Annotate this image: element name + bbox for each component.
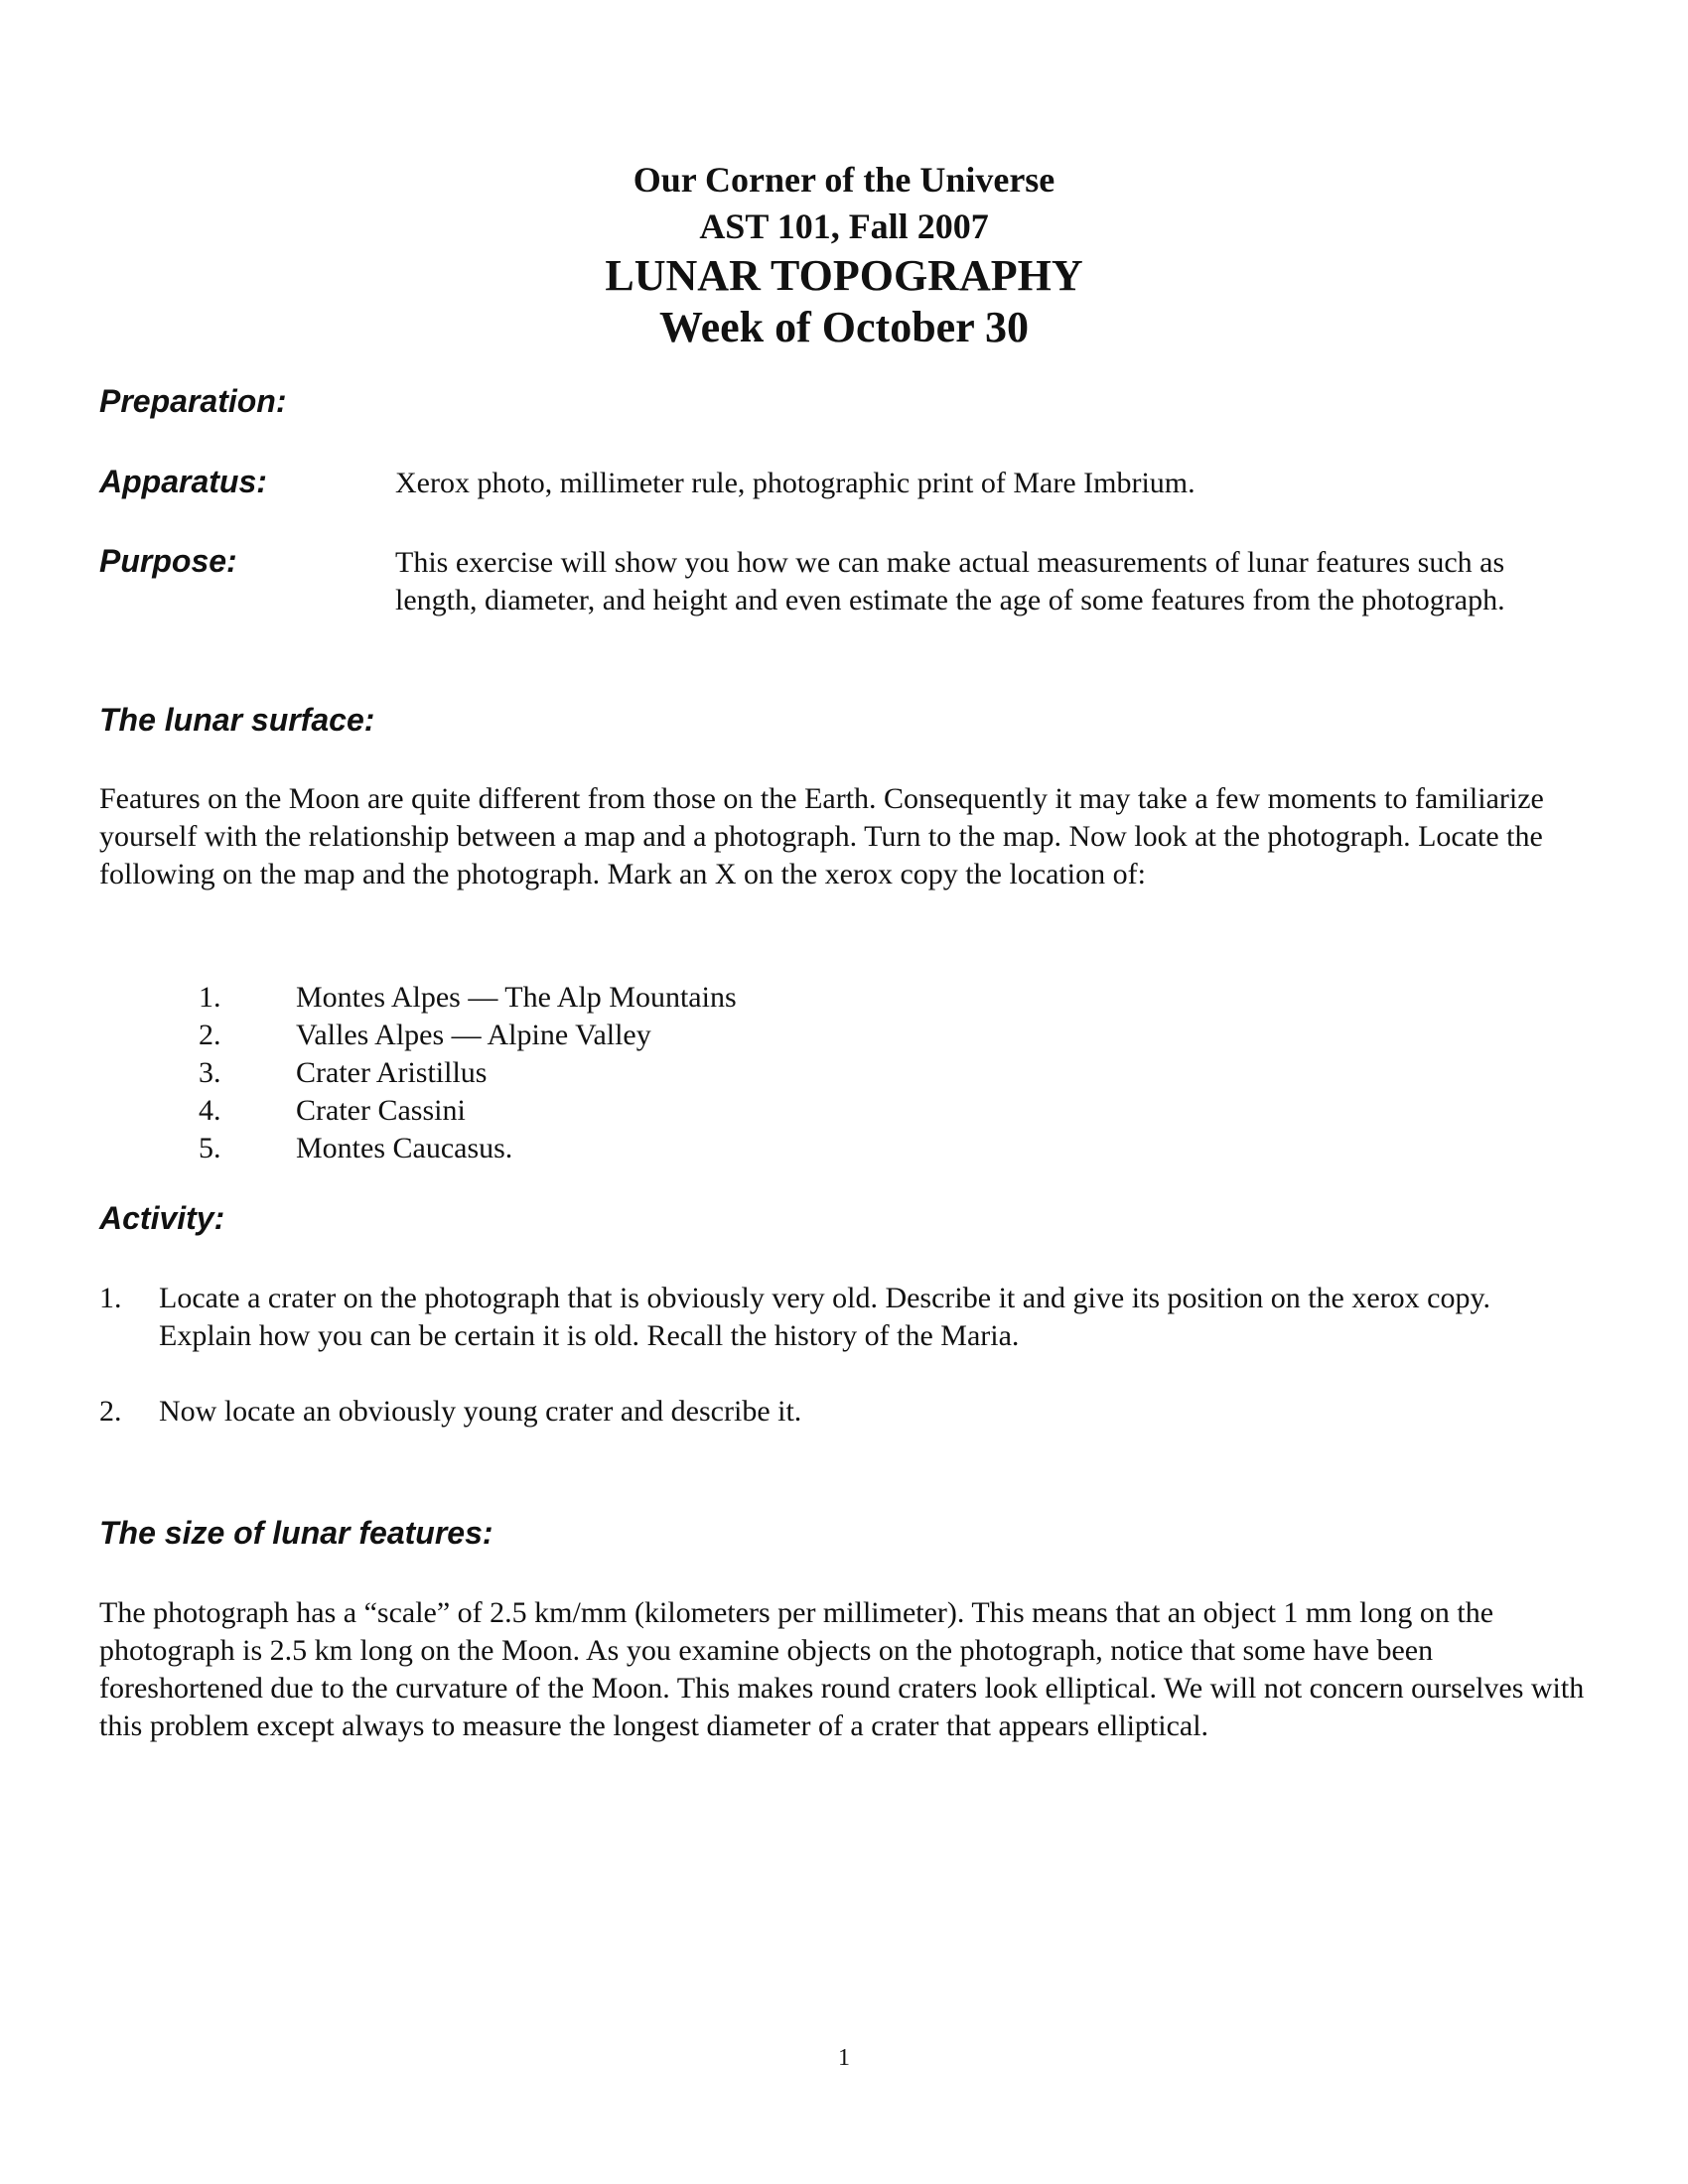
activity-heading: Activity:: [99, 1200, 225, 1236]
document-page: Our Corner of the Universe AST 101, Fall 2007 LUNAR TOPOGRAPHY Week of October 30 Preparation: Apparatus: Xerox photo, millimeter rule, photographic print of Mare Imbrium. Purpose: This exercise will show you how we can make actual measurements of lunar features such as length, diameter, and height and even estimate the age of some features from the photograph. The lunar surface: Features on the Moon are quite different from those on the Earth. Consequently it may take a few moments to familiarize yourself with the relationship between a map and a photograph. Turn to the map. Now look at the photograph. Locate the following on the map and the photograph. Mark an X on the xerox copy the location of: 1. Montes Alpes — The Alp Mountains 2. Valles Alpes — Alpine Valley 3. Crater Aristillus 4. Crater Cassini 5. Montes Caucasus. Activity: 1. Locate a crater on the photograph that is obviously very old. Describe it and give its position on the xerox copy. Explain how you can be certain it is old. Recall the history of the Maria. 2. Now locate an obviously young crater and describe it. The size of lunar features: The photograph has a “scale” of 2.5 km/mm (kilometers per millimeter). This means that an object 1 mm long on the photograph is 2.5 km long on the Moon. As you examine objects on the photograph, notice that some have been foreshortened due to the curvature of the Moon. This makes round craters look elliptical. We will not concern ourselves with this problem except always to measure the longest diameter of a crater that appears elliptical. 1: [0, 0, 1688, 2184]
purpose-text: This exercise will show you how we can make actual measurements of lunar features such as length, diameter, and height and even estimate the age of some features from the photograph.: [395, 546, 1505, 616]
lab-title: LUNAR TOPOGRAPHY: [605, 251, 1083, 300]
lab-week: Week of October 30: [659, 303, 1029, 351]
document-header: [0, 157, 1688, 353]
size-text: The photograph has a “scale” of 2.5 km/mm (kilometers per millimeter). This means that an object 1 mm long on the photograph is 2.5 km long on the Moon. As you examine objects on the photograph, notice that some have been foreshortened due to the curvature of the Moon. This makes round craters look elliptical. We will not concern ourselves with this problem except always to measure the longest diameter of a crater that appears elliptical.: [99, 1596, 1585, 1742]
lunar-surface-text: Features on the Moon are quite different from those on the Earth. Consequently it may take a few moments to familiarize yourself with the relationship between a map and a photograph. Turn to the map. Now look at the photograph. Locate the following on the map and the photograph. Mark an X on the xerox copy the location of:: [99, 782, 1544, 890]
purpose-heading: Purpose:: [99, 543, 237, 579]
apparatus-heading: Apparatus:: [99, 464, 267, 499]
apparatus-text: Xerox photo, millimeter rule, photographic print of Mare Imbrium.: [395, 467, 1196, 499]
course-series-title: Our Corner of the Universe: [633, 160, 1055, 200]
preparation-heading: Preparation:: [99, 383, 287, 419]
page-number: 1: [838, 2045, 850, 2071]
size-heading: The size of lunar features:: [99, 1515, 493, 1551]
course-code: AST 101, Fall 2007: [699, 206, 989, 246]
lunar-surface-heading: The lunar surface:: [99, 702, 375, 738]
